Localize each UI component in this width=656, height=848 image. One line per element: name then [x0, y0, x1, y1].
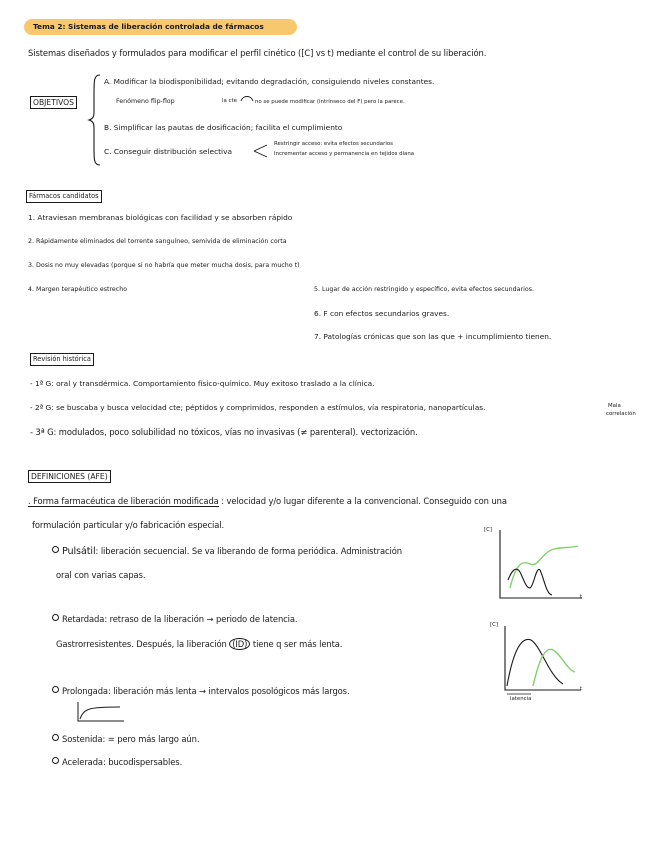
- graph-2-latency-label: latencia: [510, 696, 532, 702]
- prolongada-item: [52, 686, 350, 696]
- acelerada-item: [52, 757, 182, 767]
- forma-text-2: formulación particular y/o fabricación especial.: [32, 520, 225, 530]
- definiciones-label: DEFINICIONES (AFE): [28, 470, 111, 483]
- objetivo-c-sub-2: Incrementar acceso y permanencia en tejidos diana: [274, 151, 415, 157]
- candidatos-label: Fármacos candidatos: [26, 190, 102, 203]
- revision-label: Revisión histórica: [30, 353, 94, 366]
- prolongada-text: : liberación más lenta → intervalos posológicos más largos.: [107, 686, 350, 696]
- bullet: [52, 734, 59, 741]
- candidato-5: 5. Lugar de acción restringido y específico, evita efectos secundarios.: [314, 286, 534, 293]
- objetivo-a-note-1: Fenómeno flip-flop: [116, 98, 175, 105]
- acelerada-text: : bucodispersables.: [102, 757, 183, 767]
- retardada-text: : retraso de la liberación → periodo de latencia.: [104, 614, 298, 624]
- revision-g2-note-1: Mala: [608, 403, 621, 409]
- graph-1-x-label: t: [580, 594, 583, 600]
- candidato-7: 7. Patologías crónicas que son las que + incumplimiento tienen.: [314, 332, 552, 341]
- graph-2-retardada: [503, 626, 583, 694]
- candidato-6: 6. F con efectos secundarios graves.: [314, 309, 450, 318]
- constant-arc-mark: [240, 94, 254, 102]
- graph-1-y-label: [C]: [484, 527, 492, 533]
- retardada-item: [52, 614, 298, 624]
- objetivo-a-note-3: no se puede modificar (intrínseco del F) pero la parece.: [255, 99, 405, 105]
- gastro-text-1: Gastrorresistentes. Después, la liberación: [56, 639, 227, 649]
- revision-g3: - 3ª G: modulados, poco solubilidad no tóxicos, vías no invasivas (≠ parenteral). vectorización.: [30, 427, 418, 437]
- graph-1-pulsatil: [498, 530, 584, 602]
- forma-title: . Forma farmacéutica de liberación modificada: [28, 496, 219, 506]
- objetivo-c-arrows: [253, 142, 269, 160]
- pulsatil-item: [52, 546, 402, 557]
- objetivo-c: C. Conseguir distribución selectiva: [104, 147, 232, 156]
- sostenida-term: Sostenida: [62, 734, 103, 744]
- forma-text: : velocidad y/o lugar diferente a la convencional. Conseguido con una: [221, 496, 507, 506]
- pulsatil-term: Pulsátil: [62, 546, 96, 557]
- gastro-text-2: tiene q ser más lenta.: [252, 639, 343, 649]
- objetivo-c-sub-1: Restringir acceso: evita efectos secundarios: [274, 141, 393, 147]
- pulsatil-text: : liberación secuencial. Se va liberando de forma periódica. Administración: [95, 546, 402, 556]
- objetivos-brace: [88, 74, 102, 166]
- bullet: [52, 757, 59, 764]
- objetivos-label: OBJETIVOS: [30, 96, 77, 109]
- revision-g2-note-2: correlación: [606, 411, 636, 417]
- graph-2-x-label: t: [580, 686, 583, 692]
- candidato-3: 3. Dosis no muy elevadas (porque si no habría que meter mucha dosis, para mucho t): [28, 262, 300, 269]
- prolongada-term: Prolongada: [62, 686, 108, 696]
- bullet: [52, 546, 59, 553]
- bullet: [52, 614, 59, 621]
- candidato-2: 2. Rápidamente eliminados del torrente sanguíneo, semivida de eliminación corta: [28, 238, 287, 245]
- bullet: [52, 686, 59, 693]
- objetivo-b: B. Simplificar las pautas de dosificación; facilita el cumplimiento: [104, 123, 343, 132]
- gastro-ring: (ID): [229, 638, 250, 650]
- objetivo-a: A. Modificar la biodisponibilidad; evitando degradación, consiguiendo niveles constantes.: [104, 77, 435, 86]
- revision-g2: - 2ª G: se buscaba y busca velocidad cte; péptidos y comprimidos, responden a estímulos, vía respiratoria, nanopartículas.: [30, 403, 486, 412]
- forma-definition: [28, 496, 507, 506]
- acelerada-term: Acelerada: [62, 757, 103, 767]
- candidato-1: 1. Atraviesan membranas biológicas con facilidad y se absorben rápido: [28, 213, 293, 222]
- sostenida-item: [52, 734, 199, 744]
- objetivo-a-note-2: la cte: [222, 98, 237, 104]
- revision-g1: - 1ª G: oral y transdérmica. Comportamiento físico-químico. Muy exitoso traslado a la clínica.: [30, 379, 375, 388]
- prolongada-sketch: [76, 702, 126, 722]
- page-title: Tema 2: Sistemas de liberación controlada de fármacos: [33, 22, 264, 31]
- graph-2-y-label: [C]: [490, 622, 498, 628]
- intro-text: Sistemas diseñados y formulados para modificar el perfil cinético ([C] vs t) mediante el control de su liberación.: [28, 48, 487, 58]
- retardada-term: Retardada: [62, 614, 105, 624]
- candidato-4: 4. Margen terapéutico estrecho: [28, 286, 128, 293]
- sostenida-text: : = pero más largo aún.: [102, 734, 200, 744]
- pulsatil-text-2: oral con varias capas.: [56, 570, 146, 580]
- gastrorresistentes-line: [56, 638, 342, 650]
